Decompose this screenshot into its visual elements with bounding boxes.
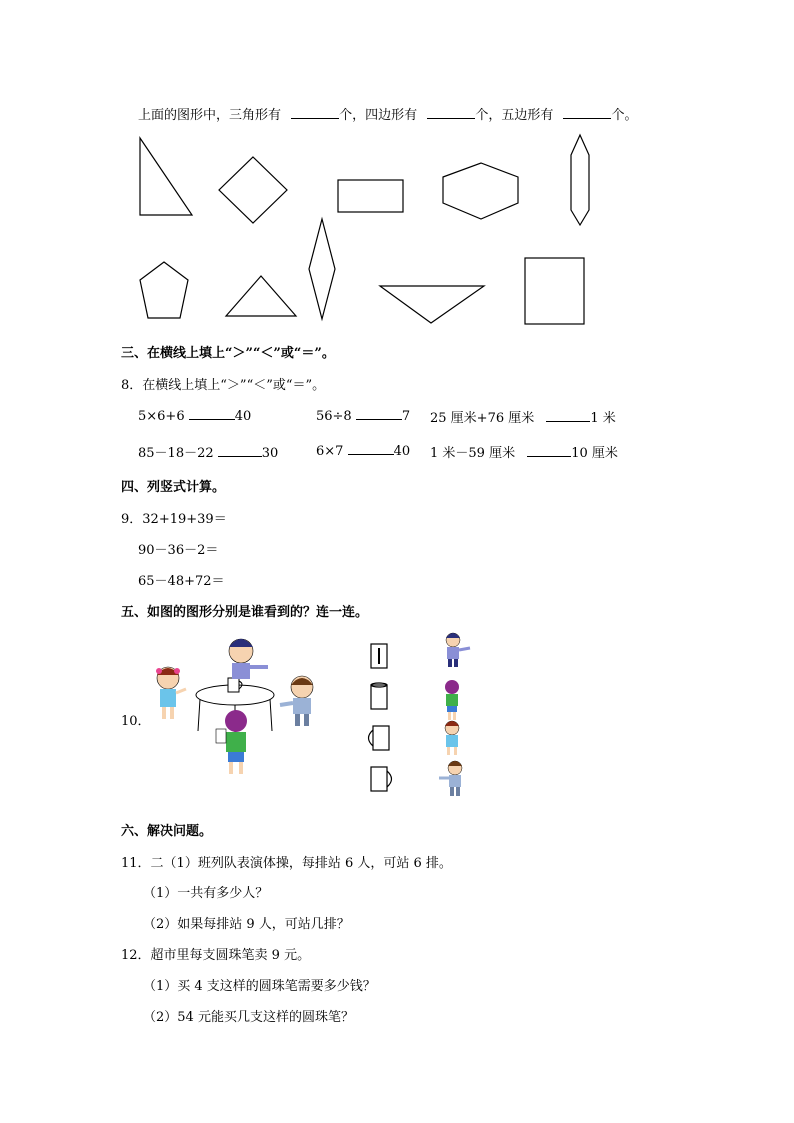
- q8-title: 8．在横线上填上“＞”“＜”或“＝”。: [121, 378, 326, 393]
- q8-item-1: [138, 407, 251, 424]
- boy-right-small: [439, 761, 462, 796]
- cup-view-right-handle: [371, 767, 392, 791]
- cup-view-left-handle: [369, 726, 390, 750]
- q8-item-1-blank[interactable]: [189, 407, 235, 420]
- girl-small: [445, 721, 459, 755]
- pentagon-shape: [140, 262, 188, 318]
- q12-title: 12．超市里每支圆珠笔卖 9 元。: [121, 948, 311, 963]
- boy-top-small: [446, 633, 470, 667]
- q8-item-3-blank[interactable]: [546, 409, 590, 422]
- q7-intro: 上面的图形中，三角形有: [138, 108, 282, 123]
- right-triangle-shape: [140, 138, 192, 215]
- q8-item-6: [430, 442, 618, 461]
- q8-item-6-right: 10 厘米: [571, 446, 618, 461]
- rectangle-shape: [338, 180, 403, 212]
- cup-views-column: [362, 640, 402, 800]
- q8-item-2-left: 56÷8: [316, 409, 352, 424]
- q7-unit-1: 个，四边形有: [339, 108, 418, 123]
- boy-top-figure: [229, 639, 268, 679]
- q9-expression-2: 90－36－2＝: [138, 543, 219, 558]
- q9-line-1: [121, 508, 227, 527]
- q8-item-2-blank[interactable]: [356, 407, 402, 420]
- cup-icon: [228, 678, 239, 692]
- section-4-title: 四、列竖式计算。: [121, 480, 226, 495]
- child-front-figure: [216, 710, 247, 774]
- section-3-title: 三、在横线上填上“＞”“＜”或“＝”。: [121, 346, 335, 361]
- q8-item-5-blank[interactable]: [348, 442, 394, 455]
- square-shape: [525, 258, 584, 324]
- q8-item-4-blank[interactable]: [218, 444, 262, 457]
- boy-right-figure: [280, 676, 313, 726]
- q8-item-2-right: 7: [401, 409, 411, 424]
- narrow-hexagon-shape: [571, 135, 589, 225]
- q8-item-1-left: 5×6+6: [138, 409, 185, 424]
- children-table-scene: [148, 633, 323, 783]
- q8-item-6-left: 1 米－59 厘米: [430, 446, 516, 461]
- q12-sub-2: （2）54 元能买几支这样的圆珠笔？: [143, 1010, 354, 1025]
- cup-view-front: [371, 683, 387, 709]
- q11-sub-1: （1）一共有多少人？: [143, 886, 269, 901]
- q8-item-2: [316, 407, 410, 424]
- section-6-title: 六、解决问题。: [121, 824, 213, 839]
- q8-item-1-right: 40: [234, 409, 252, 424]
- inverted-triangle-shape: [380, 286, 484, 323]
- triangle-shape: [226, 276, 296, 316]
- q8-item-3-right: 1 米: [590, 411, 616, 426]
- q8-item-5-right: 40: [393, 444, 411, 459]
- q9-label: 9．: [121, 512, 143, 527]
- hexagon-shape: [443, 163, 518, 219]
- q9-expression-3: 65－48+72＝: [138, 574, 225, 589]
- section-5-title: 五、如图的图形分别是谁看到的？连一连。: [121, 605, 369, 620]
- q11-title: 11．二（1）班列队表演体操，每排站 6 人，可站 6 排。: [121, 856, 452, 871]
- q8-item-5: [316, 442, 410, 459]
- q7-unit-2: 个，五边形有: [475, 108, 554, 123]
- q8-item-4-left: 85－18－22: [138, 446, 214, 461]
- child-front-small: [445, 680, 459, 720]
- diamond-shape: [219, 157, 287, 223]
- q10-label: 10．: [121, 714, 151, 729]
- q8-item-4-right: 30: [261, 446, 279, 461]
- q8-item-3-left: 25 厘米+76 厘米: [430, 411, 535, 426]
- rhombus-shape: [309, 219, 335, 319]
- q8-item-3: [430, 407, 616, 426]
- q12-sub-1: （1）买 4 支这样的圆珠笔需要多少钱？: [143, 979, 376, 994]
- q9-expression-1: 32+19+39＝: [142, 512, 227, 527]
- q11-sub-2: （2）如果每排站 9 人，可站几排？: [143, 917, 350, 932]
- q8-item-5-left: 6×7: [316, 444, 344, 459]
- cup-view-top: [371, 644, 387, 668]
- q8-item-4: [138, 442, 278, 461]
- q7-unit-3: 个。: [611, 108, 638, 123]
- children-views-column: [436, 630, 476, 802]
- girl-figure: [156, 667, 186, 719]
- q8-item-6-blank[interactable]: [527, 444, 571, 457]
